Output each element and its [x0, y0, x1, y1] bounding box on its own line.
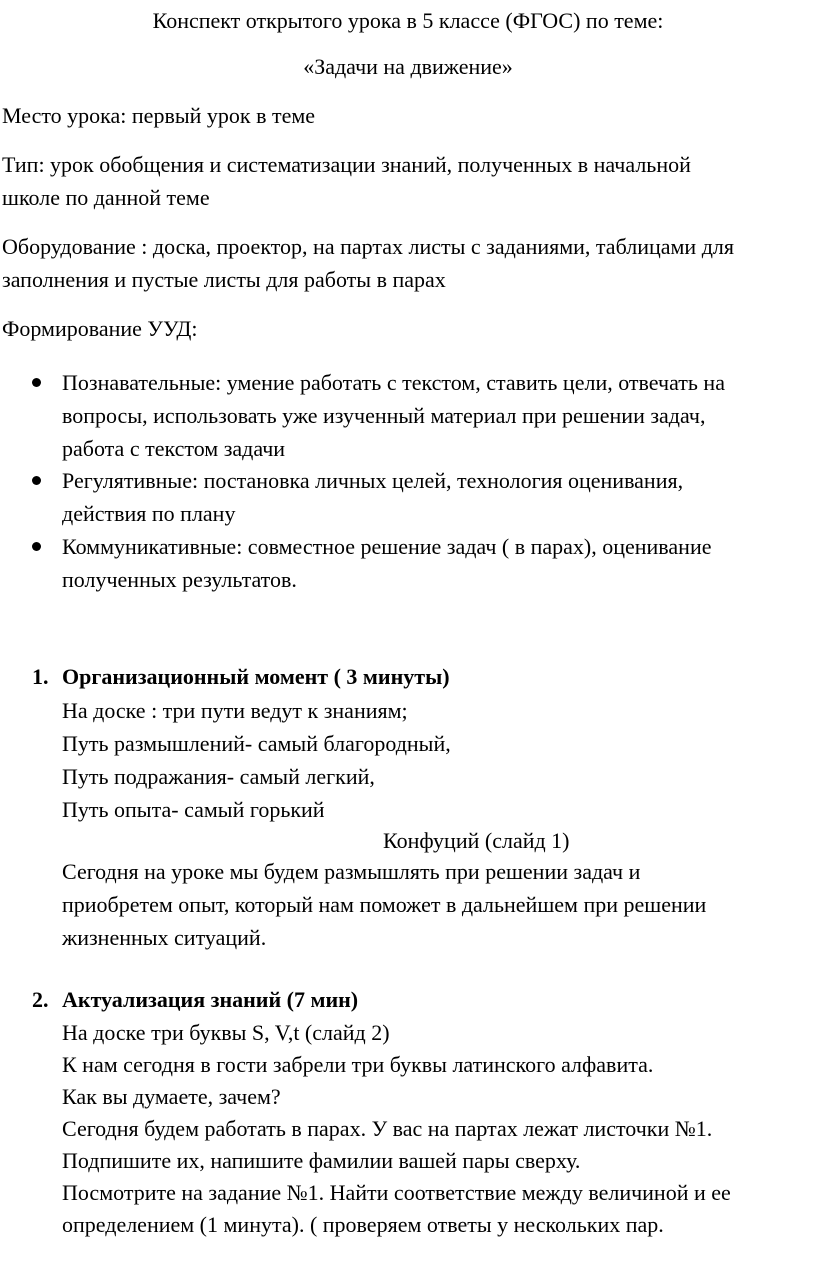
section-line: Сегодня будем работать в парах. У вас на партах лежат листочки №1. — [62, 1116, 713, 1141]
section-line: На доске : три пути ведут к знаниям; — [62, 698, 408, 723]
uud-heading: Формирование УУД: — [2, 316, 198, 341]
lesson-place: Место урока: первый урок в теме — [2, 103, 316, 128]
section-line: Путь подражания- самый легкий, — [62, 764, 375, 789]
section-line: К нам сегодня в гости забрели три буквы латинского алфавита. — [62, 1052, 654, 1077]
bullet-line: Познавательные: умение работать с текстом, ставить цели, отвечать на — [62, 370, 725, 395]
section-heading-actualization: Актуализация знаний (7 мин) — [62, 987, 359, 1012]
section-line: жизненных ситуаций. — [62, 925, 267, 950]
equipment-line-1: Оборудование : доска, проектор, на партах листы с заданиями, таблицами для — [2, 234, 734, 259]
lesson-topic: «Задачи на движение» — [303, 54, 513, 79]
bullet-line: Регулятивные: постановка личных целей, технология оценивания, — [62, 468, 684, 493]
section-heading-organizational: Организационный момент ( 3 минуты) — [62, 664, 450, 689]
section-line: определением (1 минута). ( проверяем ответы у нескольких пар. — [62, 1212, 664, 1237]
quote-attribution: Конфуций (слайд 1) — [383, 828, 570, 853]
bullet-line: Коммуникативные: совместное решение задач ( в парах), оценивание — [62, 534, 712, 559]
section-line: Посмотрите на задание №1. Найти соответствие между величиной и ее — [62, 1180, 731, 1205]
bullet-dot-icon — [32, 542, 41, 551]
section-line: На доске три буквы S, V,t (слайд 2) — [62, 1020, 390, 1045]
section-number: 1. — [32, 664, 49, 689]
equipment-line-2: заполнения и пустые листы для работы в парах — [2, 267, 446, 292]
section-line: Путь размышлений- самый благородный, — [62, 731, 451, 756]
lesson-type-line-2: школе по данной теме — [2, 185, 210, 210]
section-line: Подпишите их, напишите фамилии вашей пары сверху. — [62, 1148, 581, 1173]
bullet-dot-icon — [32, 378, 41, 387]
section-number: 2. — [32, 987, 49, 1012]
document-title: Конспект открытого урока в 5 классе (ФГОС) по теме: — [152, 8, 664, 33]
section-line: Как вы думаете, зачем? — [62, 1084, 281, 1109]
section-line: Путь опыта- самый горький — [62, 797, 325, 822]
bullet-dot-icon — [32, 476, 41, 485]
lesson-type-line-1: Тип: урок обобщения и систематизации знаний, полученных в начальной — [2, 152, 691, 177]
bullet-line: полученных результатов. — [62, 567, 297, 592]
bullet-line: работа с текстом задачи — [62, 436, 286, 461]
bullet-line: вопросы, использовать уже изученный материал при решении задач, — [62, 403, 706, 428]
section-line: приобретем опыт, который нам поможет в дальнейшем при решении — [62, 892, 707, 917]
bullet-line: действия по плану — [62, 501, 236, 526]
section-line: Сегодня на уроке мы будем размышлять при решении задач и — [62, 859, 641, 884]
